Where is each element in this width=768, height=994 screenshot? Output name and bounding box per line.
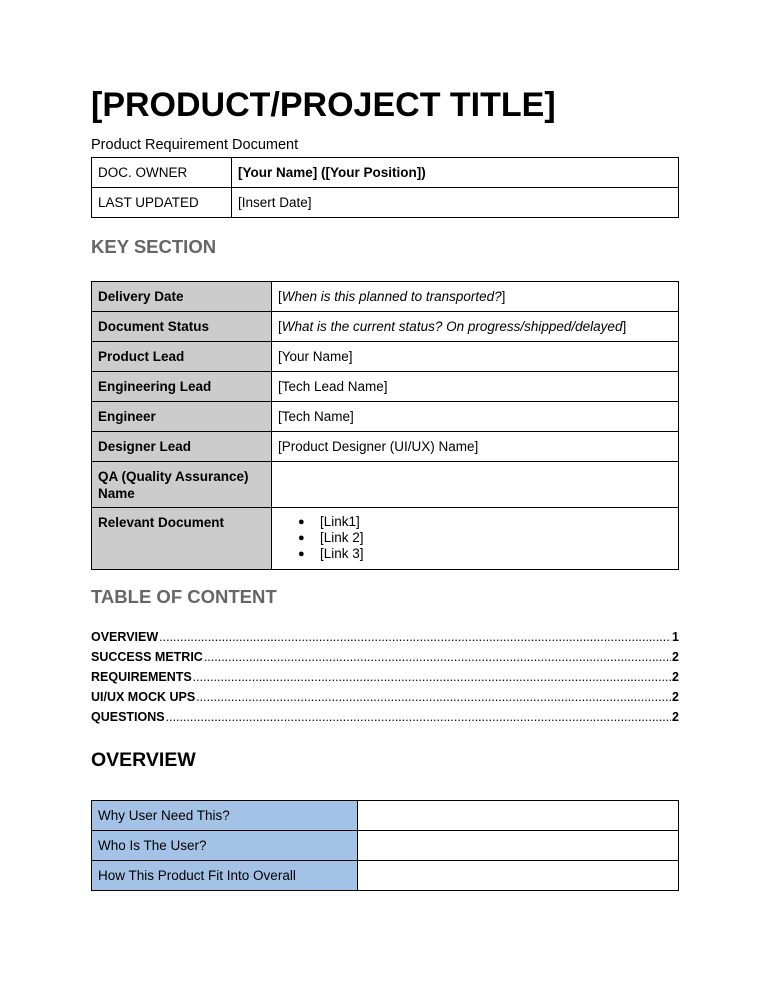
table-row	[92, 432, 679, 462]
toc-page-number: 1	[672, 630, 679, 644]
toc-dot-leader	[204, 650, 671, 664]
designer-lead-value: [Product Designer (UI/UX) Name]	[272, 432, 679, 462]
toc-item-success-metric[interactable]	[91, 650, 679, 670]
toc-item-overview[interactable]	[91, 630, 679, 650]
table-row	[92, 462, 679, 508]
toc-page-number: 2	[672, 710, 679, 724]
table-row	[92, 861, 679, 891]
table-row	[92, 342, 679, 372]
toc-page-number: 2	[672, 650, 679, 664]
document-title: [PRODUCT/PROJECT TITLE]	[91, 86, 556, 124]
why-user-need-label: Why User Need This?	[92, 801, 358, 831]
product-fit-value[interactable]	[358, 861, 679, 891]
toc-item-requirements[interactable]	[91, 670, 679, 690]
product-lead-value: [Your Name]	[272, 342, 679, 372]
toc-item-questions[interactable]	[91, 710, 679, 730]
last-updated-value: [Insert Date]	[232, 188, 679, 218]
relevant-document-label: Relevant Document	[92, 508, 272, 570]
document-status-label: Document Status	[92, 312, 272, 342]
table-row	[92, 831, 679, 861]
why-user-need-value[interactable]	[358, 801, 679, 831]
toc-item-ui-ux-mock-ups[interactable]	[91, 690, 679, 710]
engineer-value: [Tech Name]	[272, 402, 679, 432]
engineering-lead-value: [Tech Lead Name]	[272, 372, 679, 402]
table-of-contents	[91, 630, 679, 730]
table-row	[92, 372, 679, 402]
delivery-date-label: Delivery Date	[92, 282, 272, 312]
engineering-lead-label: Engineering Lead	[92, 372, 272, 402]
toc-page-number: 2	[672, 670, 679, 684]
toc-item-label: QUESTIONS	[91, 710, 165, 724]
qa-name-value	[272, 462, 679, 508]
toc-dot-leader	[193, 670, 671, 684]
table-row	[92, 188, 679, 218]
relevant-link-3[interactable]: ● [Link 3]	[298, 546, 678, 562]
document-status-value: [What is the current status? On progress/shipped/delayed]	[272, 312, 679, 342]
table-row	[92, 508, 679, 570]
overview-heading: OVERVIEW	[91, 749, 196, 771]
toc-item-label: OVERVIEW	[91, 630, 159, 644]
toc-dot-leader	[166, 710, 671, 724]
toc-item-label: REQUIREMENTS	[91, 670, 192, 684]
key-section-table	[91, 281, 679, 570]
document-subtitle: Product Requirement Document	[91, 137, 299, 153]
relevant-links-list	[272, 508, 678, 562]
doc-meta-table	[91, 157, 679, 218]
table-row	[92, 402, 679, 432]
toc-item-label: SUCCESS METRIC	[91, 650, 203, 664]
table-row	[92, 158, 679, 188]
designer-lead-label: Designer Lead	[92, 432, 272, 462]
overview-table	[91, 800, 679, 891]
toc-page-number: 2	[672, 690, 679, 704]
qa-name-label: QA (Quality Assurance) Name	[92, 462, 272, 508]
last-updated-label: LAST UPDATED	[92, 188, 232, 218]
toc-item-label: UI/UX MOCK UPS	[91, 690, 196, 704]
doc-owner-value: [Your Name] ([Your Position])	[232, 158, 679, 188]
toc-dot-leader	[196, 690, 671, 704]
product-fit-label: How This Product Fit Into Overall	[92, 861, 358, 891]
who-is-user-value[interactable]	[358, 831, 679, 861]
relevant-link-2[interactable]: ● [Link 2]	[298, 530, 678, 546]
table-row	[92, 282, 679, 312]
who-is-user-label: Who Is The User?	[92, 831, 358, 861]
toc-dot-leader	[159, 630, 671, 644]
table-row	[92, 312, 679, 342]
toc-heading: TABLE OF CONTENT	[91, 586, 277, 607]
doc-owner-label: DOC. OWNER	[92, 158, 232, 188]
engineer-label: Engineer	[92, 402, 272, 432]
product-lead-label: Product Lead	[92, 342, 272, 372]
relevant-document-value	[272, 508, 679, 570]
delivery-date-value: [When is this planned to transported?]	[272, 282, 679, 312]
table-row	[92, 801, 679, 831]
key-section-heading: KEY SECTION	[91, 236, 217, 257]
relevant-link-1[interactable]: ● [Link1]	[298, 514, 678, 530]
